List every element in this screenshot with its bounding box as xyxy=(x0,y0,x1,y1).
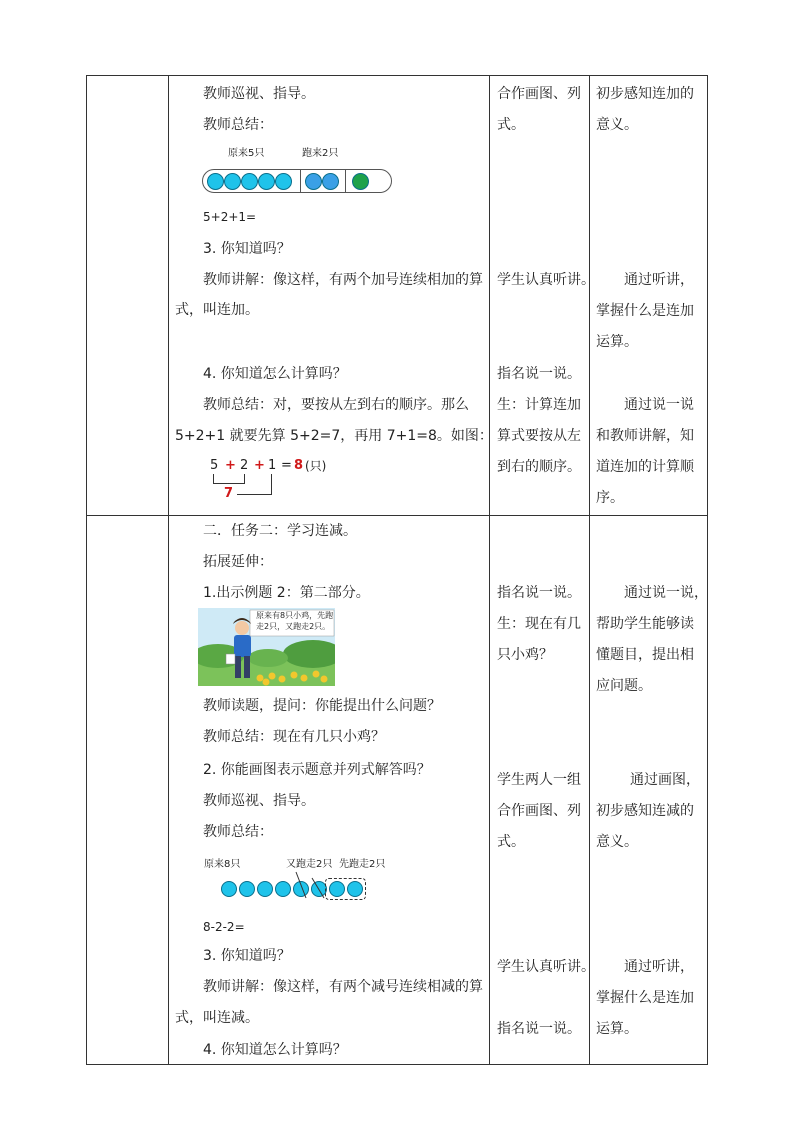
text-line: 式。 xyxy=(497,834,525,850)
text-line: 指名说一说。 xyxy=(497,1021,581,1037)
text-line: 运算。 xyxy=(596,1021,638,1037)
example-illustration xyxy=(198,608,335,686)
calc-subresult: 7 xyxy=(224,486,234,501)
illustration-text: 原来有8只小鸡，先跑 xyxy=(256,611,334,620)
diagram-label: 跑来2只 xyxy=(302,148,339,159)
text-line: 道连加的计算顺 xyxy=(596,459,694,475)
text-line: 序。 xyxy=(596,490,624,506)
circle-cyan xyxy=(258,173,275,190)
diagram-label: 原来5只 xyxy=(228,148,265,159)
diagram-label: 先跑走2只 xyxy=(339,859,386,870)
column-divider-3 xyxy=(589,76,590,1064)
strike-lines xyxy=(290,870,330,902)
text-line: 意义。 xyxy=(596,834,638,850)
text-line: 1.出示例题 2：第二部分。 xyxy=(203,585,370,601)
text-line: 教师巡视、指导。 xyxy=(203,793,315,809)
text-line: 只小鸡？ xyxy=(497,647,553,663)
lesson-table xyxy=(86,75,708,1065)
text-line: 运算。 xyxy=(596,334,638,350)
column-divider-2 xyxy=(489,76,490,1064)
circle-green xyxy=(352,173,369,190)
text-line: 通过画图， xyxy=(630,772,700,788)
text-line: 通过听讲， xyxy=(624,272,694,288)
text-line: 通过说一说 xyxy=(624,397,694,413)
text-line: 教师讲解：像这样，有两个加号连续相加的算 xyxy=(203,272,483,288)
text-line: 教师总结：对，要按从左到右的顺序。那么 xyxy=(203,397,469,413)
column-divider-1 xyxy=(168,76,169,1064)
row-divider xyxy=(87,515,707,516)
text-line: 教师读题，提问：你能提出什么问题？ xyxy=(203,698,441,714)
circle-cyan xyxy=(275,173,292,190)
text-line: 教师讲解：像这样，有两个减号连续相减的算 xyxy=(203,979,483,995)
text-line: 掌握什么是连加 xyxy=(596,990,694,1006)
text-line: 到右的顺序。 xyxy=(497,459,581,475)
text-line: 通过说一说， xyxy=(624,585,708,601)
text-line: 初步感知连减的 xyxy=(596,803,694,819)
text-line: 式。 xyxy=(497,117,525,133)
text-line: 教师总结：现在有几只小鸡？ xyxy=(203,729,385,745)
expression: 8-2-2= xyxy=(203,920,245,934)
dashed-group-box xyxy=(325,878,366,900)
text-line: 学生两人一组 xyxy=(497,772,581,788)
text-line: 意义。 xyxy=(596,117,638,133)
calc-number: 1 xyxy=(268,458,277,473)
text-line: 掌握什么是连加 xyxy=(596,303,694,319)
text-line: 合作画图、列 xyxy=(497,86,581,102)
text-line: 懂题目，提出相 xyxy=(596,647,694,663)
circle-blue xyxy=(305,173,322,190)
text-line: 5+2+1 就要先算 5+2=7，再用 7+1=8。如图： xyxy=(175,428,493,444)
circle-cyan xyxy=(224,173,241,190)
text-line: 合作画图、列 xyxy=(497,803,581,819)
text-line: 帮助学生能够读 xyxy=(596,616,694,632)
calc-equals: = xyxy=(281,458,292,473)
diagram-label: 又跑走2只 xyxy=(286,859,333,870)
expression: 5+2+1= xyxy=(203,210,257,224)
text-line: 4. 你知道怎么计算吗？ xyxy=(203,1042,347,1058)
calc-operator: + xyxy=(254,458,265,473)
bracket-connector xyxy=(237,474,272,495)
text-line: 教师巡视、指导。 xyxy=(203,86,315,102)
calc-unit: (只) xyxy=(305,459,327,473)
text-line: 算式要按从左 xyxy=(497,428,581,444)
circle-cyan xyxy=(275,881,291,897)
text-line: 指名说一说。 xyxy=(497,585,581,601)
calc-operator: + xyxy=(225,458,236,473)
text-line: 4. 你知道怎么计算吗？ xyxy=(203,366,347,382)
text-line: 和教师讲解，知 xyxy=(596,428,694,444)
diagram-separator xyxy=(300,169,301,193)
circle-cyan xyxy=(207,173,224,190)
diagram-separator xyxy=(345,169,346,193)
text-line: 拓展延伸： xyxy=(203,554,273,570)
calc-number: 5 xyxy=(210,458,219,473)
text-line: 教师总结： xyxy=(203,117,273,133)
text-line: 学生认真听讲。 xyxy=(497,959,595,975)
text-line: 式，叫连减。 xyxy=(175,1010,259,1026)
text-line: 二．任务二：学习连减。 xyxy=(203,523,357,539)
text-line: 通过听讲， xyxy=(624,959,694,975)
circle-cyan xyxy=(257,881,273,897)
calc-result: 8 xyxy=(294,458,304,473)
circle-blue xyxy=(322,173,339,190)
text-line: 2. 你能画图表示题意并列式解答吗？ xyxy=(203,762,431,778)
text-line: 生：计算连加 xyxy=(497,397,581,413)
calc-number: 2 xyxy=(240,458,249,473)
text-line: 初步感知连加的 xyxy=(596,86,694,102)
circle-cyan xyxy=(241,173,258,190)
text-line: 指名说一说。 xyxy=(497,366,581,382)
text-line: 式，叫连加。 xyxy=(175,302,259,318)
circle-cyan xyxy=(239,881,255,897)
text-line: 学生认真听讲。 xyxy=(497,272,595,288)
illustration-text: 走2只，又跑走2只。 xyxy=(256,622,331,631)
text-line: 3. 你知道吗？ xyxy=(203,948,291,964)
text-line: 教师总结： xyxy=(203,824,273,840)
diagram-label: 原来8只 xyxy=(204,859,241,870)
text-line: 3. 你知道吗？ xyxy=(203,241,291,257)
text-line: 生：现在有几 xyxy=(497,616,581,632)
text-line: 应问题。 xyxy=(596,678,652,694)
circle-cyan xyxy=(221,881,237,897)
